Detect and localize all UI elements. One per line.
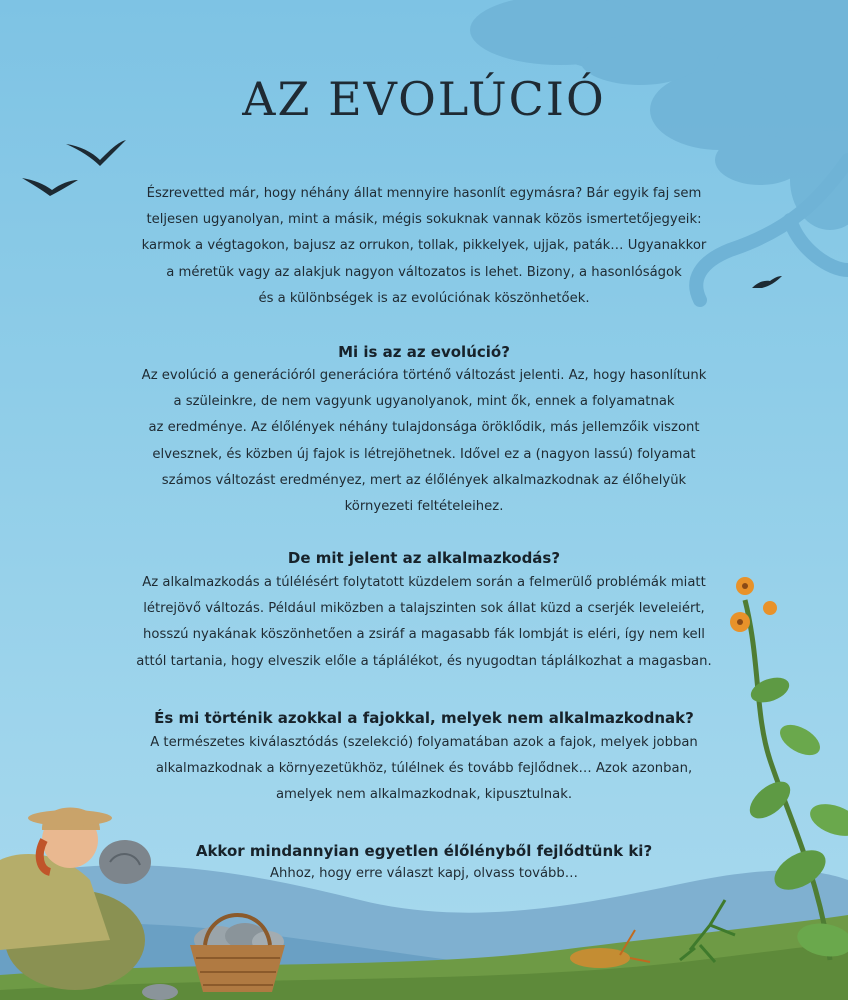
section-heading-common-origin: Akkor mindannyian egyetlen élőlényből fejlődtünk ki? bbox=[195, 842, 653, 860]
text-line: Ahhoz, hogy erre választ kapj, olvass tovább… bbox=[270, 866, 578, 881]
text-line: hosszú nyakának köszönhetően a zsiráf a magasabb fák lombját is eléri, így nem kell bbox=[143, 627, 705, 643]
section-heading-evolution: Mi is az az evolúció? bbox=[338, 343, 510, 361]
section-heading-adaptation: De mit jelent az alkalmazkodás? bbox=[287, 549, 561, 567]
bird-icon bbox=[752, 276, 782, 288]
section-paragraph-adaptation bbox=[110, 570, 738, 675]
text-line: Az evolúció a generációról generációra történő változást jelenti. Az, hogy hasonlítunk bbox=[141, 368, 707, 383]
section-paragraph-common-origin bbox=[110, 861, 738, 887]
text-line: létrejövő változás. Például miközben a talajszinten sok állat küzd a cserjék leveleiért, bbox=[143, 601, 705, 617]
text-line: a szüleinkre, de nem vagyunk ugyanolyanok, mint ők, ennek a folyamatnak bbox=[173, 394, 675, 410]
text-line: karmok a végtagokon, bajusz az orrukon, tollak, pikkelyek, ujjak, paták… Ugyanakkor bbox=[141, 238, 707, 254]
text-line: alkalmazkodnak a környezetükhöz, túlélnek és tovább fejlődnek… Azok azonban, bbox=[155, 761, 693, 777]
text-line: a méretük vagy az alakjuk nagyon változatos is lehet. Bizony, a hasonlóságok bbox=[166, 264, 682, 280]
section-heading-non-adapting: És mi történik azokkal a fajokkal, melyek nem alkalmazkodnak? bbox=[154, 709, 694, 727]
text-line: elvesznek, és közben új fajok is létrejöhetnek. Idővel ez a (nagyon lassú) folyamat bbox=[152, 446, 696, 462]
text-line: amelyek nem alkalmazkodnak, kipusztulnak. bbox=[275, 787, 573, 803]
text-line: teljesen ugyanolyan, mint a másik, mégis sokuknak vannak közös ismertetőjegyeik: bbox=[146, 212, 702, 228]
text-line: és a különbségek is az evolúciónak köszönhetőek. bbox=[258, 290, 590, 306]
bird-icon bbox=[22, 178, 78, 196]
bird-icon bbox=[66, 140, 126, 166]
intro-paragraph bbox=[110, 181, 738, 312]
text-line: az eredménye. Az élőlények néhány tulajdonsága öröklődik, más jellemzőik viszont bbox=[148, 420, 700, 436]
page-title: AZ EVOLÚCIÓ bbox=[242, 72, 606, 126]
text-line: Az alkalmazkodás a túlélésért folytatott küzdelem során a felmerülő problémák miatt bbox=[142, 575, 706, 590]
text-line: Észrevetted már, hogy néhány állat mennyire hasonlít egymásra? Bár egyik faj sem bbox=[146, 186, 702, 201]
section-paragraph-non-adapting bbox=[110, 730, 738, 809]
flower-icon bbox=[763, 601, 777, 615]
text-line: számos változást eredményez, mert az élőlények alkalmazkodnak az élőhelyük bbox=[161, 472, 687, 488]
text-line: attól tartania, hogy elveszik előle a táplálékot, és nyugodtan táplálkozhat a magasban. bbox=[136, 653, 712, 669]
text-line: környezeti feltételeihez. bbox=[344, 499, 504, 515]
section-paragraph-evolution bbox=[110, 363, 738, 520]
text-line: A természetes kiválasztódás (szelekció) folyamatában azok a fajok, melyek jobban bbox=[150, 735, 698, 750]
